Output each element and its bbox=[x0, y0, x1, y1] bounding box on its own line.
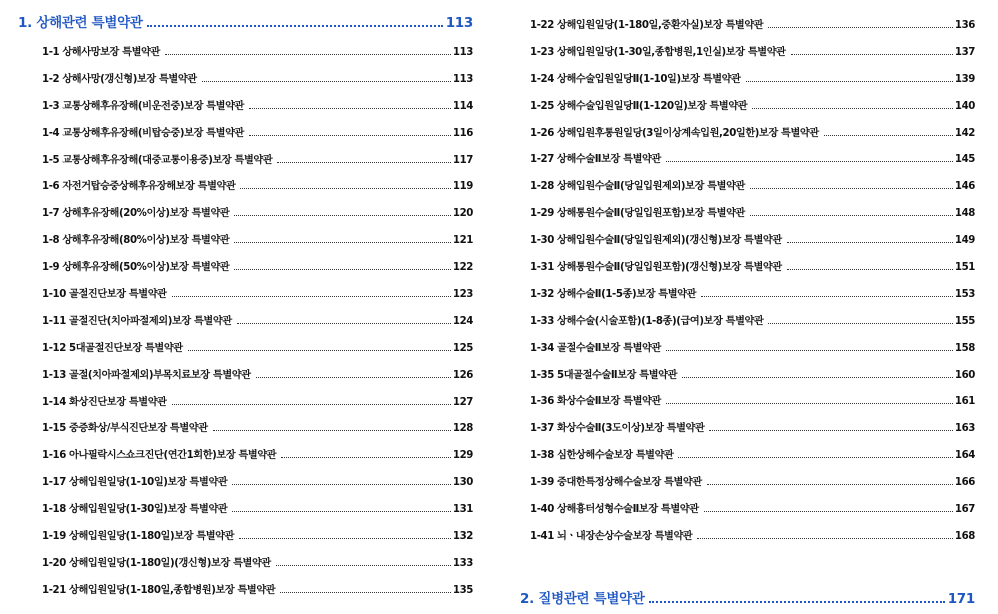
dot-leader bbox=[750, 215, 953, 216]
dot-leader bbox=[678, 457, 952, 458]
entry-title: 1-10 골절진단보장 특별약관 bbox=[42, 289, 167, 301]
entry-title: 1-34 골절수술Ⅱ보장 특별약관 bbox=[530, 342, 661, 354]
toc-entry[interactable] bbox=[42, 551, 473, 578]
dot-leader bbox=[172, 296, 451, 297]
entry-page-number: 121 bbox=[452, 235, 473, 247]
toc-entry[interactable] bbox=[42, 470, 473, 497]
toc-entry[interactable] bbox=[530, 13, 975, 40]
toc-right-column bbox=[520, 0, 975, 607]
entry-title: 1-27 상해수술Ⅱ보장 특별약관 bbox=[530, 154, 661, 166]
dot-leader bbox=[682, 377, 953, 378]
toc-entry[interactable] bbox=[530, 416, 975, 443]
entry-page-number: 148 bbox=[954, 208, 975, 220]
dot-leader bbox=[232, 484, 451, 485]
entry-title: 1-38 심한상해수술보장 특별약관 bbox=[530, 450, 674, 462]
toc-entry[interactable] bbox=[42, 578, 473, 605]
dot-leader bbox=[787, 242, 953, 243]
entry-title: 1-14 화상진단보장 특별약관 bbox=[42, 396, 167, 408]
dot-leader bbox=[237, 323, 451, 324]
dot-leader bbox=[165, 54, 451, 55]
entry-page-number: 113 bbox=[452, 73, 473, 85]
dot-leader bbox=[202, 81, 451, 82]
entry-title: 1-18 상해입원일당(1-30일)보장 특별약관 bbox=[42, 504, 228, 516]
entry-title: 1-29 상해통원수술Ⅱ(당일입원포함)보장 특별약관 bbox=[530, 208, 745, 220]
dot-leader bbox=[240, 188, 450, 189]
entry-page-number: 128 bbox=[452, 423, 473, 435]
toc-entry[interactable] bbox=[42, 67, 473, 94]
entry-title: 1-6 자전거탑승중상해후유장해보장 특별약관 bbox=[42, 181, 236, 193]
entry-title: 1-28 상해입원수술Ⅱ(당일입원제외)보장 특별약관 bbox=[530, 181, 745, 193]
dot-leader bbox=[707, 484, 953, 485]
entry-title: 1-4 교통상해후유장해(비탑승중)보장 특별약관 bbox=[42, 127, 244, 139]
entry-page-number: 145 bbox=[954, 154, 975, 166]
entry-title: 1-33 상해수술(시술포함)(1-8종)(급여)보장 특별약관 bbox=[530, 315, 764, 327]
section-title: 2. 질병관련 특별약관 bbox=[520, 590, 645, 607]
entry-title: 1-1 상해사망보장 특별약관 bbox=[42, 47, 160, 58]
entry-title: 1-15 중증화상/부식진단보장 특별약관 bbox=[42, 423, 208, 435]
entry-page-number: 116 bbox=[452, 127, 473, 139]
toc-entry[interactable] bbox=[42, 94, 473, 121]
entry-page-number: 158 bbox=[954, 342, 975, 354]
dot-leader bbox=[666, 161, 953, 162]
entry-title: 1-21 상해입원일당(1-180일,종합병원)보장 특별약관 bbox=[42, 584, 276, 596]
toc-entry[interactable] bbox=[42, 524, 473, 551]
toc-entry[interactable] bbox=[42, 40, 473, 67]
entry-page-number: 166 bbox=[954, 477, 975, 489]
dot-leader bbox=[666, 350, 953, 351]
toc-entry[interactable] bbox=[42, 174, 473, 201]
toc-entry-list bbox=[520, 0, 975, 551]
entry-page-number: 151 bbox=[954, 262, 975, 274]
toc-section-heading[interactable] bbox=[18, 6, 473, 40]
entry-page-number: 122 bbox=[452, 262, 473, 274]
entry-page-number: 160 bbox=[954, 369, 975, 381]
entry-title: 1-20 상해입원일당(1-180일)(갱신형)보장 특별약관 bbox=[42, 557, 271, 569]
toc-entry[interactable] bbox=[530, 255, 975, 282]
entry-page-number: 142 bbox=[954, 127, 975, 139]
entry-title: 1-32 상해수술Ⅱ(1-5종)보장 특별약관 bbox=[530, 288, 697, 300]
entry-title: 1-39 중대한특정상해수술보장 특별약관 bbox=[530, 477, 702, 489]
toc-entry[interactable] bbox=[42, 363, 473, 390]
dot-leader bbox=[239, 538, 451, 539]
toc-entry[interactable] bbox=[42, 282, 473, 309]
entry-page-number: 124 bbox=[452, 315, 473, 327]
entry-page-number: 167 bbox=[954, 504, 975, 516]
entry-title: 1-16 아나필락시스쇼크진단(연간1회한)보장 특별약관 bbox=[42, 450, 277, 462]
toc-entry[interactable] bbox=[530, 389, 975, 416]
section-title: 1. 상해관련 특별약관 bbox=[18, 15, 143, 31]
dot-leader bbox=[256, 377, 451, 378]
toc-entry[interactable] bbox=[42, 228, 473, 255]
entry-title: 1-11 골절진단(치아파절제외)보장 특별약관 bbox=[42, 315, 232, 327]
toc-entry[interactable] bbox=[530, 174, 975, 201]
entry-page-number: 114 bbox=[452, 100, 473, 112]
toc-entry[interactable] bbox=[42, 497, 473, 524]
toc-entry[interactable] bbox=[42, 309, 473, 336]
toc-entry[interactable] bbox=[530, 309, 975, 336]
entry-page-number: 161 bbox=[954, 396, 975, 408]
entry-title: 1-19 상해입원일당(1-180일)보장 특별약관 bbox=[42, 531, 235, 543]
dot-leader bbox=[147, 25, 443, 27]
toc-entry[interactable] bbox=[530, 363, 975, 390]
dot-leader bbox=[666, 403, 953, 404]
dot-leader bbox=[649, 601, 945, 603]
entry-page-number: 168 bbox=[954, 530, 975, 542]
toc-entry[interactable] bbox=[530, 228, 975, 255]
dot-leader bbox=[249, 135, 451, 136]
entry-title: 1-36 화상수술Ⅱ보장 특별약관 bbox=[530, 396, 661, 408]
dot-leader bbox=[276, 565, 451, 566]
dot-leader bbox=[234, 242, 451, 243]
dot-leader bbox=[791, 54, 953, 55]
entry-title: 1-17 상해입원일당(1-10일)보장 특별약관 bbox=[42, 477, 228, 489]
dot-leader bbox=[232, 511, 451, 512]
dot-leader bbox=[280, 592, 451, 593]
toc-entry[interactable] bbox=[530, 497, 975, 524]
dot-leader bbox=[709, 430, 952, 431]
dot-leader bbox=[172, 404, 451, 405]
entry-page-number: 137 bbox=[954, 46, 975, 58]
entry-page-number: 139 bbox=[954, 73, 975, 85]
entry-page-number: 126 bbox=[452, 369, 473, 381]
entry-page-number: 164 bbox=[954, 450, 975, 462]
entry-page-number: 117 bbox=[452, 154, 473, 166]
entry-page-number: 155 bbox=[954, 315, 975, 327]
toc-entry[interactable] bbox=[530, 524, 975, 551]
entry-title: 1-35 5대골절수술Ⅱ보장 특별약관 bbox=[530, 369, 678, 381]
toc-entry[interactable] bbox=[42, 336, 473, 363]
toc-entry[interactable] bbox=[42, 148, 473, 175]
entry-title: 1-7 상해후유장해(20%이상)보장 특별약관 bbox=[42, 208, 230, 220]
dot-leader bbox=[704, 511, 953, 512]
entry-page-number: 153 bbox=[954, 288, 975, 300]
dot-leader bbox=[281, 457, 451, 458]
section-page-number: 171 bbox=[947, 590, 975, 607]
toc-entry[interactable] bbox=[42, 443, 473, 470]
entry-page-number: 146 bbox=[954, 181, 975, 193]
dot-leader bbox=[746, 81, 953, 82]
toc-entry[interactable] bbox=[42, 416, 473, 443]
entry-title: 1-24 상해수술입원일당Ⅱ(1-10일)보장 특별약관 bbox=[530, 73, 741, 85]
toc-entry[interactable] bbox=[530, 201, 975, 228]
entry-title: 1-13 골절(치아파절제외)부목치료보장 특별약관 bbox=[42, 369, 251, 381]
toc-entry[interactable] bbox=[42, 255, 473, 282]
dot-leader bbox=[234, 215, 451, 216]
entry-title: 1-22 상해입원일당(1-180일,중환자실)보장 특별약관 bbox=[530, 20, 764, 31]
entry-page-number: 132 bbox=[452, 531, 473, 543]
entry-title: 1-23 상해입원일당(1-30일,종합병원,1인실)보장 특별약관 bbox=[530, 46, 786, 58]
entry-title: 1-41 뇌ㆍ내장손상수술보장 특별약관 bbox=[530, 530, 693, 542]
entry-title: 1-12 5대골절진단보장 특별약관 bbox=[42, 342, 183, 354]
entry-title: 1-37 화상수술Ⅱ(3도이상)보장 특별약관 bbox=[530, 423, 705, 435]
toc-entry[interactable] bbox=[42, 121, 473, 148]
section-page-number: 113 bbox=[445, 15, 473, 31]
entry-title: 1-9 상해후유장해(50%이상)보장 특별약관 bbox=[42, 262, 230, 274]
entry-page-number: 130 bbox=[452, 477, 473, 489]
dot-leader bbox=[697, 538, 953, 539]
dot-leader bbox=[768, 323, 952, 324]
toc-entry[interactable] bbox=[530, 147, 975, 174]
dot-leader bbox=[234, 269, 451, 270]
toc-entry[interactable] bbox=[42, 390, 473, 417]
dot-leader bbox=[249, 108, 451, 109]
entry-title: 1-25 상해수술입원일당Ⅱ(1-120일)보장 특별약관 bbox=[530, 100, 748, 112]
entry-page-number: 119 bbox=[452, 181, 473, 193]
entry-title: 1-2 상해사망(갱신형)보장 특별약관 bbox=[42, 73, 197, 85]
entry-title: 1-30 상해입원수술Ⅱ(당일입원제외)(갱신형)보장 특별약관 bbox=[530, 235, 782, 247]
toc-entry[interactable] bbox=[530, 443, 975, 470]
dot-leader bbox=[824, 135, 953, 136]
entry-page-number: 127 bbox=[452, 396, 473, 408]
entry-page-number: 135 bbox=[452, 584, 473, 596]
toc-entry[interactable] bbox=[530, 470, 975, 497]
toc-entry[interactable] bbox=[530, 94, 975, 121]
entry-title: 1-26 상해입원후통원일당(3일이상계속입원,20일한)보장 특별약관 bbox=[530, 127, 819, 139]
toc-entry[interactable] bbox=[530, 67, 975, 94]
entry-title: 1-5 교통상해후유장해(대중교통이용중)보장 특별약관 bbox=[42, 154, 273, 166]
entry-page-number: 133 bbox=[452, 557, 473, 569]
entry-page-number: 123 bbox=[452, 289, 473, 301]
toc-entry[interactable] bbox=[530, 121, 975, 148]
toc-entry-list bbox=[18, 40, 473, 605]
entry-page-number: 129 bbox=[452, 450, 473, 462]
entry-page-number: 113 bbox=[452, 47, 473, 58]
entry-page-number: 120 bbox=[452, 208, 473, 220]
entry-page-number: 125 bbox=[452, 342, 473, 354]
dot-leader bbox=[752, 108, 953, 109]
dot-leader bbox=[277, 162, 451, 163]
dot-leader bbox=[750, 188, 953, 189]
entry-page-number: 149 bbox=[954, 235, 975, 247]
entry-title: 1-31 상해통원수술Ⅱ(당일입원포함)(갱신형)보장 특별약관 bbox=[530, 262, 782, 274]
toc-entry[interactable] bbox=[530, 40, 975, 67]
entry-title: 1-40 상해흉터성형수술Ⅱ보장 특별약관 bbox=[530, 504, 699, 516]
toc-left-column bbox=[18, 0, 473, 605]
dot-leader bbox=[787, 269, 953, 270]
dot-leader bbox=[188, 350, 451, 351]
entry-page-number: 131 bbox=[452, 504, 473, 516]
toc-entry[interactable] bbox=[530, 336, 975, 363]
dot-leader bbox=[701, 296, 953, 297]
entry-title: 1-3 교통상해후유장해(비운전중)보장 특별약관 bbox=[42, 100, 244, 112]
dot-leader bbox=[213, 430, 451, 431]
dot-leader bbox=[768, 27, 953, 28]
entry-page-number: 136 bbox=[954, 20, 975, 31]
toc-entry[interactable] bbox=[530, 282, 975, 309]
entry-title: 1-8 상해후유장해(80%이상)보장 특별약관 bbox=[42, 235, 230, 247]
entry-page-number: 163 bbox=[954, 423, 975, 435]
toc-entry[interactable] bbox=[42, 201, 473, 228]
entry-page-number: 140 bbox=[954, 100, 975, 112]
toc-section-heading[interactable] bbox=[520, 587, 975, 607]
